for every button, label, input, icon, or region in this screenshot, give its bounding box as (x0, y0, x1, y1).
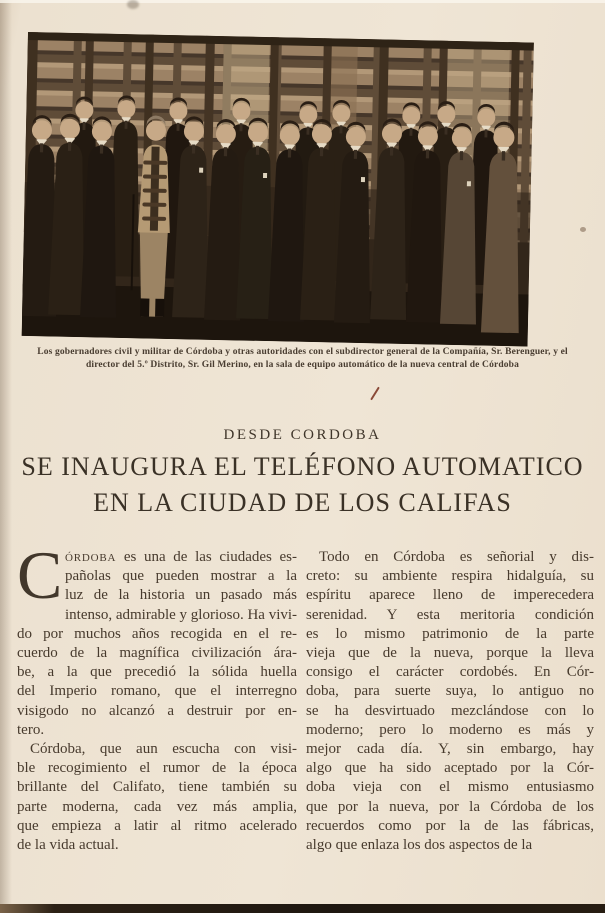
paragraph (17, 740, 297, 855)
body-line: vieja que de la nueva, porque la lleva (306, 645, 594, 662)
body-line: creto: su ambiente respira hidalguía, su (306, 568, 594, 585)
body-line: mejor cada día. Y, sin embargo, hay (306, 741, 594, 758)
body-line: luz de la historia un pasado más (65, 587, 297, 604)
pencil-mark (370, 387, 380, 401)
article-title (0, 449, 605, 521)
body-line: algo que ha sido aceptado por la Cór- (306, 760, 594, 777)
drop-cap: C (17, 537, 63, 613)
body-line: Todo en Córdoba es señorial y dis- (319, 549, 594, 565)
article-title-line1: SE INAUGURA EL TELÉFONO AUTOMATICO (21, 452, 584, 481)
article-body (17, 537, 594, 855)
body-line: órdoba es una de las ciudades es- (65, 549, 297, 565)
paragraph (306, 548, 594, 855)
body-line: brillante del Califato, tiene también su (17, 779, 297, 796)
photo-caption-line2: director del 5.º Distrito, Sr. Gil Merino, en la sala de equipo automático de la nueva central de Córdoba (86, 359, 519, 370)
article-kicker: DESDE CORDOBA (223, 427, 382, 443)
body-line: consigo el carácter cordobés. En Cór- (306, 664, 594, 681)
body-line: do por muchos años recogida en el re- (17, 625, 297, 642)
body-line: intenso, admirable y glorioso. Ha vivi- (65, 606, 298, 623)
body-line: Córdoba, que aun escucha con visi- (30, 741, 297, 758)
body-line: visigodo no alcanzó a destruir por en- (17, 702, 297, 719)
body-line: es lo mismo patrimonio de la parte (306, 625, 594, 642)
body-line: be, a la que precedió la sólida huella (17, 664, 297, 681)
body-line: doba vieja con el mismo entusiasmo (306, 779, 594, 796)
scan-bottom-edge (0, 904, 605, 913)
body-line: tero. (17, 721, 45, 738)
body-line: del Imperio romano, que el interregno (17, 683, 297, 700)
body-line: parte moderna, cada vez más amplia, (17, 798, 297, 815)
lead-small-caps: órdoba (65, 549, 117, 565)
body-line: se ha desvirtuado mezclándose con lo (306, 702, 594, 719)
body-line: pañolas que pueden mostrar a la (65, 568, 297, 585)
body-line: cuerdo de la magnífica civilización ára- (17, 645, 297, 662)
paragraph (17, 537, 298, 740)
body-line: recuerdos como por la de las fábricas, (306, 817, 594, 834)
article-title-line2: EN LA CIUDAD DE LOS CALIFAS (93, 488, 512, 517)
body-line: que empieza a latir al ritmo acelerado (17, 817, 297, 834)
group-photo-illustration (22, 32, 534, 347)
body-line: espíritu aparece lleno de imperecedera (306, 587, 594, 604)
article-column-right (306, 548, 594, 855)
article-column-left (17, 537, 298, 855)
body-line: doba, para suerte suya, lo antiguo no (306, 683, 594, 700)
body-line: serenidad. Y esta meritoria condición (306, 606, 594, 623)
group-photo (22, 32, 534, 347)
body-line: algo que enlaza los dos aspectos de la (306, 837, 533, 854)
scan-gutter-shadow (0, 0, 12, 913)
body-line: moderno; pero lo moderno es más y (306, 721, 594, 738)
scan-artifact-smudge (127, 0, 139, 9)
photo-caption-line1: Los gobernadores civil y militar de Córdoba y otras autoridades con el subdirector general de la Compañía, Sr. Berenguer, y el (37, 347, 568, 357)
scan-top-edge (0, 0, 605, 3)
body-line: que por la nueva, por la Córdoba de los (306, 798, 594, 815)
body-line: ble recogimiento el rumor de la época (17, 760, 297, 777)
photo-caption (0, 346, 605, 371)
body-line: de la vida actual. (17, 837, 119, 854)
scan-artifact-dust (580, 227, 586, 232)
